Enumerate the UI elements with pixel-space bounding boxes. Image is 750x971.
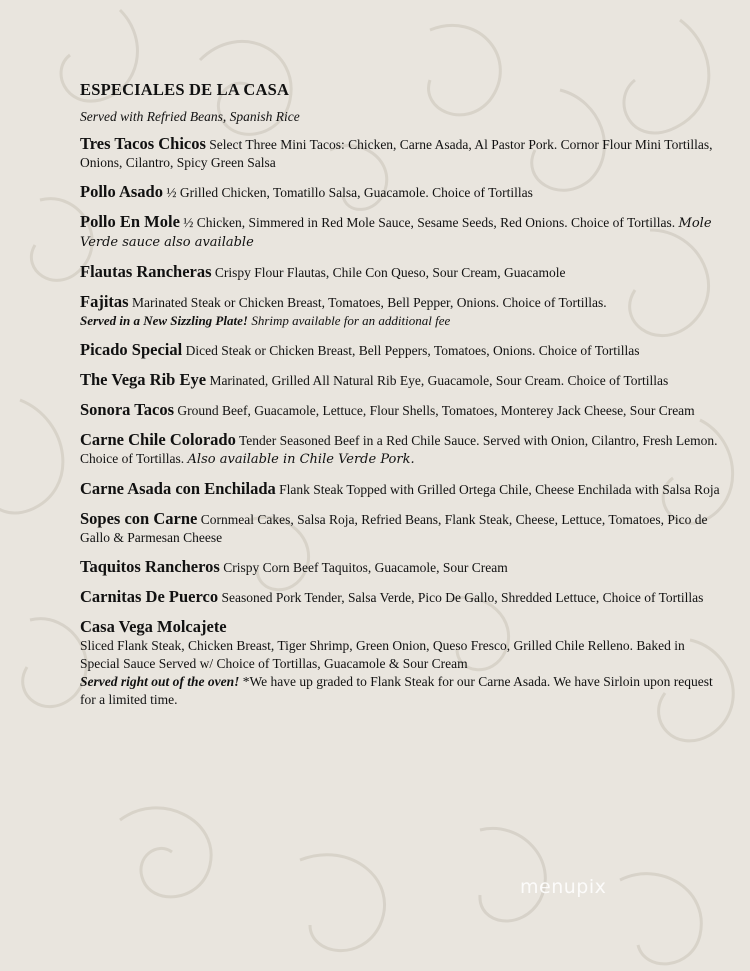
menu-item (80, 558, 720, 577)
item-description: Ground Beef, Guacamole, Lettuce, Flour Shells, Tomatoes, Monterey Jack Cheese, Sour Cream (177, 403, 695, 418)
item-description: ½ Grilled Chicken, Tomatillo Salsa, Guacamole. Choice of Tortillas (166, 185, 533, 200)
item-note: Mole Verde sauce also available (80, 216, 712, 250)
menu-item (80, 618, 720, 709)
item-description: Crispy Flour Flautas, Chile Con Queso, Sour Cream, Guacamole (214, 265, 566, 280)
item-description: Tender Seasoned Beef in a Red Chile Sauce. Served with Onion, Cilantro, Fresh Lemon. Choice of Tortillas. (80, 433, 718, 466)
item-name: Casa Vega Molcajete (80, 617, 227, 636)
item-name: Fajitas (80, 292, 129, 311)
menu-item (80, 135, 720, 172)
menu-page (80, 80, 720, 720)
menu-item (80, 431, 720, 469)
item-name: Tres Tacos Chicos (80, 134, 206, 153)
menu-item (80, 213, 720, 252)
item-name: Picado Special (80, 340, 183, 359)
item-description: Cornmeal Cakes, Salsa Roja, Refried Beans, Flank Steak, Cheese, Lettuce, Tomatoes, Pico de Gallo & Parmesan Cheese (80, 512, 708, 545)
menu-item (80, 341, 720, 360)
item-name: Sonora Tacos (80, 400, 174, 419)
section-title: ESPECIALES DE LA CASA (80, 80, 290, 99)
watermark-logo: menupix (520, 876, 607, 898)
item-name: Pollo En Mole (80, 212, 180, 231)
item-description: Diced Steak or Chicken Breast, Bell Peppers, Tomatoes, Onions. Choice of Tortillas (185, 343, 640, 358)
item-name: Carnitas De Puerco (80, 587, 219, 606)
section-subtitle: Served with Refried Beans, Spanish Rice (80, 109, 300, 124)
menu-item (80, 588, 720, 607)
item-description: Marinated Steak or Chicken Breast, Tomatoes, Bell Pepper, Onions. Choice of Tortillas. (131, 295, 607, 310)
item-name: Carne Asada con Enchilada (80, 479, 276, 498)
item-description: Flank Steak Topped with Grilled Ortega Chile, Cheese Enchilada with Salsa Roja (279, 482, 720, 497)
menu-item (80, 371, 720, 390)
item-note-bold: Served in a New Sizzling Plate! (80, 313, 248, 328)
menu-item (80, 183, 720, 202)
menu-item (80, 480, 720, 499)
item-name: Flautas Rancheras (80, 262, 212, 281)
item-name: The Vega Rib Eye (80, 370, 207, 389)
item-description: Select Three Mini Tacos: Chicken, Carne Asada, Al Pastor Pork. Cornor Flour Mini Tortillas, Onions, Cilantro, Spicy Green Salsa (80, 137, 713, 170)
item-note: Shrimp available for an additional fee (251, 313, 451, 328)
item-name: Taquitos Rancheros (80, 557, 220, 576)
menu-item (80, 293, 720, 330)
item-description: Seasoned Pork Tender, Salsa Verde, Pico De Gallo, Shredded Lettuce, Choice of Tortillas (221, 590, 704, 605)
item-description: Crispy Corn Beef Taquitos, Guacamole, Sour Cream (223, 560, 508, 575)
item-note-bold: Served right out of the oven! (80, 674, 240, 689)
item-description: Sliced Flank Steak, Chicken Breast, Tiger Shrimp, Green Onion, Queso Fresco, Grilled Chile Relleno. Baked in Special Sauce Served w/ Choice of Tortillas, Guacamole & Sour Cream (80, 638, 685, 671)
menu-item (80, 263, 720, 282)
menu-item (80, 401, 720, 420)
item-note: Also available in Chile Verde Pork. (187, 452, 415, 467)
item-name: Sopes con Carne (80, 509, 198, 528)
item-name: Carne Chile Colorado (80, 430, 236, 449)
item-description: Marinated, Grilled All Natural Rib Eye, Guacamole, Sour Cream. Choice of Tortillas (209, 373, 669, 388)
menu-item (80, 510, 720, 547)
item-note: *We have up graded to Flank Steak for our Carne Asada. We have Sirloin upon request for a limited time. (80, 674, 713, 707)
item-description: ½ Chicken, Simmered in Red Mole Sauce, Sesame Seeds, Red Onions. Choice of Tortillas. (183, 215, 676, 230)
item-name: Pollo Asado (80, 182, 163, 201)
